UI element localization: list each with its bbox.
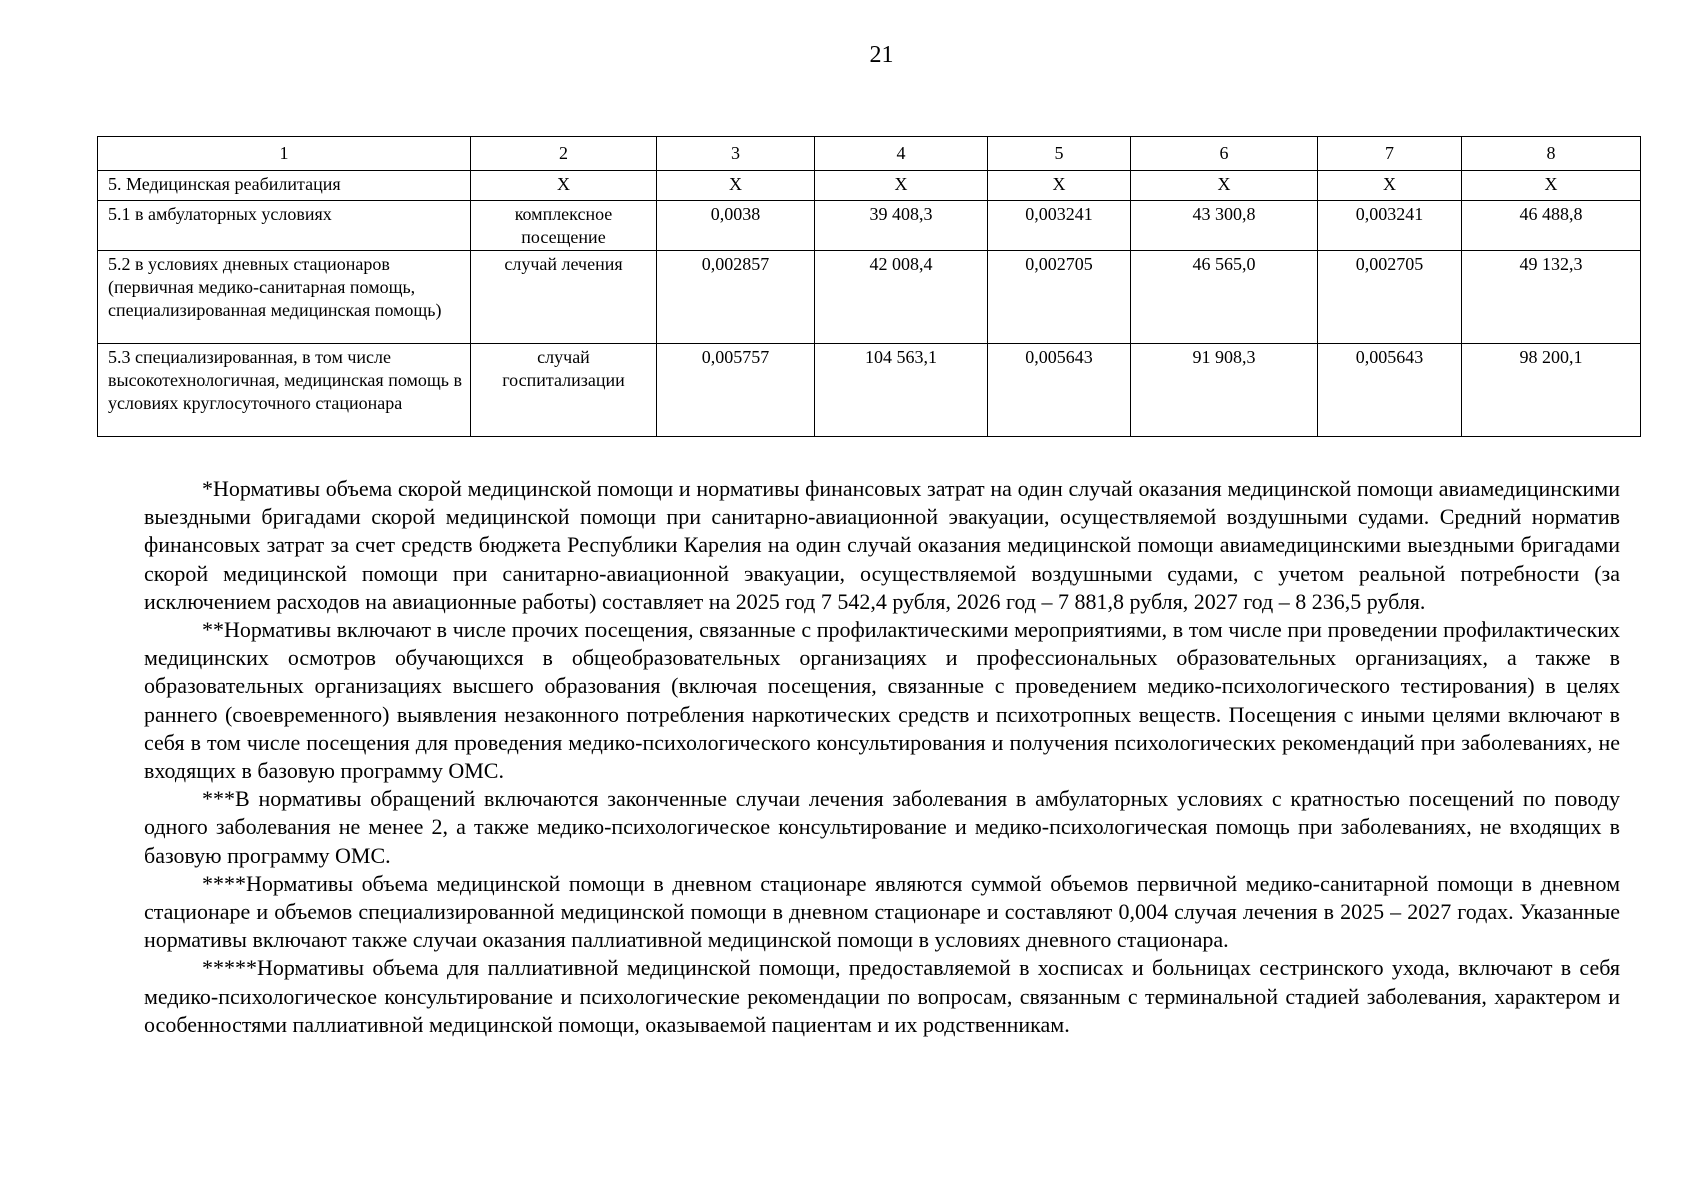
row-label: 5.2 в условиях дневных стационаров (первичная медико-санитарная помощь, специализированная медицинская помощь) [98, 251, 471, 344]
column-number: 3 [657, 137, 815, 171]
footnote: *****Нормативы объема для паллиативной медицинской помощи, предоставляемой в хосписах и больницах сестринского ухода, включают в себя медико-психологическое консультирование и психологические рекомендации по вопросам, связанным с терминальной стадией заболевания, характером и особенностями паллиативной медицинской помощи, оказываемой пациентам и их родственникам. [144, 955, 1620, 1037]
table-row [98, 201, 1641, 251]
norms-table [97, 136, 1641, 437]
table-cell: случай госпитализации [471, 344, 657, 437]
footnote: ***В нормативы обращений включаются законченные случаи лечения заболевания в амбулаторных условиях с кратностью посещений по поводу одного заболевания не менее 2, а также медико-психологическое консультирование и медико-психологическая помощь при заболеваниях, не входящих в базовую программу ОМС. [144, 786, 1620, 868]
table-cell: Х [1131, 171, 1318, 201]
table-cell: 0,0038 [657, 201, 815, 251]
table-cell: 0,005643 [988, 344, 1131, 437]
table-cell: 91 908,3 [1131, 344, 1318, 437]
column-number: 5 [988, 137, 1131, 171]
table-cell: 0,005643 [1318, 344, 1462, 437]
table-cell: комплексное посещение [471, 201, 657, 251]
row-label: 5.3 специализированная, в том числе высокотехнологичная, медицинская помощь в условиях круглосуточного стационара [98, 344, 471, 437]
row-label: 5.1 в амбулаторных условиях [98, 201, 471, 251]
footnote: **Нормативы включают в числе прочих посещения, связанные с профилактическими мероприятиями, в том числе при проведении профилактических медицинских осмотров обучающихся в общеобразовательных организациях и профессиональных образовательных организациях, а также в образовательных организациях высшего образования (включая посещения, связанные с проведением медико-психологического тестирования) в целях раннего (своевременного) выявления незаконного потребления наркотических средств и психотропных веществ. Посещения с иными целями включают в себя в том числе посещения для проведения медико-психологического консультирования и получения психологических рекомендаций при заболеваниях, не входящих в базовую программу ОМС. [144, 617, 1620, 784]
table-cell: 49 132,3 [1462, 251, 1641, 344]
table-cell: Х [815, 171, 988, 201]
column-number: 8 [1462, 137, 1641, 171]
column-number: 1 [98, 137, 471, 171]
table-cell: 0,002705 [988, 251, 1131, 344]
table-row [98, 171, 1641, 201]
table-cell: 46 488,8 [1462, 201, 1641, 251]
column-number: 2 [471, 137, 657, 171]
table-cell: 46 565,0 [1131, 251, 1318, 344]
footnote: ****Нормативы объема медицинской помощи в дневном стационаре являются суммой объемов первичной медико-санитарной помощи в дневном стационаре и объемов специализированной медицинской помощи в дневном стационаре и составляют 0,004 случая лечения в 2025 – 2027 годах. Указанные нормативы включают также случаи оказания паллиативной медицинской помощи в условиях дневного стационара. [144, 870, 1620, 953]
table-row [98, 344, 1641, 437]
table-cell: 0,003241 [1318, 201, 1462, 251]
footnotes [144, 475, 1620, 1039]
table-cell: 39 408,3 [815, 201, 988, 251]
table-cell: 0,005757 [657, 344, 815, 437]
page-number: 21 [869, 42, 894, 68]
footnote: *Нормативы объема скорой медицинской помощи и нормативы финансовых затрат на один случай оказания медицинской помощи авиамедицинскими выездными бригадами скорой медицинской помощи при санитарно-авиационной эвакуации, осуществляемой воздушными судами. Средний норматив финансовых затрат за счет средств бюджета Республики Карелия на один случай оказания медицинской помощи авиамедицинскими выездными бригадами скорой медицинской помощи при санитарно-авиационной эвакуации, осуществляемой воздушными судами, с учетом реальной потребности (за исключением расходов на авиационные работы) составляет на 2025 год 7 542,4 рубля, 2026 год – 7 881,8 рубля, 2027 год – 8 236,5 рубля. [144, 476, 1620, 614]
table-cell: Х [1462, 171, 1641, 201]
column-number: 6 [1131, 137, 1318, 171]
table-cell: 98 200,1 [1462, 344, 1641, 437]
table-header-row [98, 137, 1641, 171]
table-cell: Х [1318, 171, 1462, 201]
table-row [98, 251, 1641, 344]
column-number: 4 [815, 137, 988, 171]
table-cell: 0,003241 [988, 201, 1131, 251]
table-cell: случай лечения [471, 251, 657, 344]
table-cell: Х [657, 171, 815, 201]
row-label: 5. Медицинская реабилитация [98, 171, 471, 201]
table-cell: 104 563,1 [815, 344, 988, 437]
table-cell: 43 300,8 [1131, 201, 1318, 251]
column-number: 7 [1318, 137, 1462, 171]
table-cell: 0,002705 [1318, 251, 1462, 344]
table-cell: Х [988, 171, 1131, 201]
table-cell: Х [471, 171, 657, 201]
table-cell: 42 008,4 [815, 251, 988, 344]
table-cell: 0,002857 [657, 251, 815, 344]
